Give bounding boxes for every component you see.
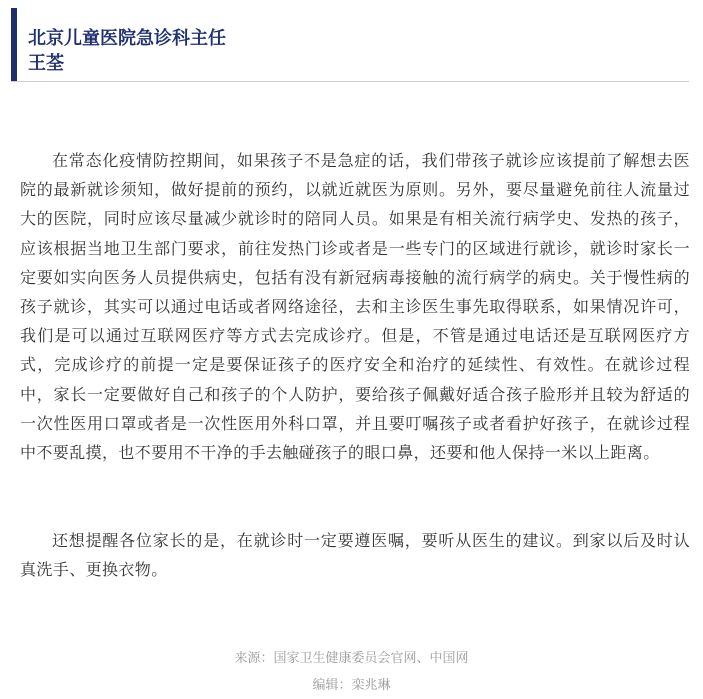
article-paragraph: 在常态化疫情防控期间，如果孩子不是急症的话，我们带孩子就诊应该提前了解想去医院的最新就诊须知，做好提前的预约，以就近就医为原则。另外，要尽量避免前往人流量过大的医院，同时应该尽量减少就诊时的陪同人员。如果是有相关流行病学史、发热的孩子，应该根据当地卫生部门要求，前往发热门诊或者是一些专门的区域进行就诊，就诊时家长一定要如实向医务人员提供病史，包括有没有新冠病毒接触的流行病学的病史。关于慢性病的孩子就诊，其实可以通过电话或者网络途径，去和主诊医生事先取得联系，如果情况许可，我们是可以通过互联网医疗等方式去完成诊疗。但是，不管是通过电话还是互联网医疗方式，完成诊疗的前提一定是要保证孩子的医疗安全和治疗的延续性、有效性。在就诊过程中，家长一定要做好自己和孩子的个人防护，要给孩子佩戴好适合孩子脸形并且较为舒适的一次性医用口罩或者是一次性医用外科口罩，并且要叮嘱孩子或者看护好孩子，在就诊过程中不要乱摸，也不要用不干净的手去触碰孩子的眼口鼻，还要和他人保持一米以上距离。 — [20, 151, 690, 463]
header-divider — [11, 81, 689, 82]
source-credit: 来源：国家卫生健康委员会官网、中国网 — [234, 651, 469, 666]
speaker-title: 北京儿童医院急诊科主任 — [28, 28, 226, 49]
speaker-name: 王荃 — [28, 53, 64, 74]
article-header — [11, 8, 689, 82]
article-paragraph: 还想提醒各位家长的是，在就诊时一定要遵医嘱，要听从医生的建议。到家以后及时认真洗手、更换衣物。 — [20, 531, 690, 580]
editor-credit: 编辑：栾兆琳 — [312, 678, 391, 693]
